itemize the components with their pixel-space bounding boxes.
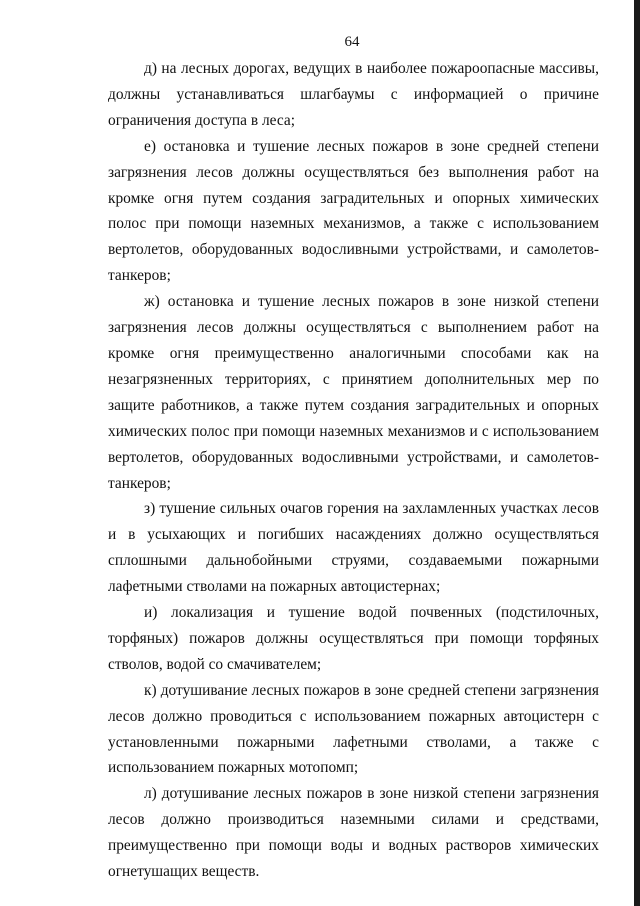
paragraph-l: л) дотушивание лесных пожаров в зоне низкой степени загрязнения лесов должно производиться наземными силами и средствами, преимущественно при помощи воды и водных растворов химических огнетушащих веществ. [108, 785, 599, 881]
paragraph-k: к) дотушивание лесных пожаров в зоне средней степени загрязнения лесов должно проводиться с использованием пожарных автоцистерн с установленными пожарными лафетными стволами, а также с использованием пожарных мотопомп; [108, 681, 599, 777]
document-body [108, 56, 599, 885]
paragraph-d: д) на лесных дорогах, ведущих в наиболее пожароопасные массивы, должны устанавливаться шлагбаумы с информацией о причине ограничения доступа в леса; [108, 60, 599, 129]
page-number: 64 [344, 34, 360, 50]
paragraph-z: з) тушение сильных очагов горения на захламленных участках лесов и в усыхающих и погибших насаждениях должно осуществляться сплошными дальнобойными струями, создаваемыми пожарными лафетными стволами на пожарных автоцистернах; [108, 500, 599, 596]
paragraph-e: е) остановка и тушение лесных пожаров в зоне средней степени загрязнения лесов должны осуществляться без выполнения работ на кромке огня путем создания заградительных и опорных химических полос при помощи наземных механизмов, а также с использованием вертолетов, оборудованных водосливными устройствами, и самолетов-танкеров; [108, 137, 599, 285]
paragraph-i: и) локализация и тушение водой почвенных (подстилочных, торфяных) пожаров должны осуществляться при помощи торфяных стволов, водой со смачивателем; [108, 604, 599, 673]
paragraph-zh: ж) остановка и тушение лесных пожаров в зоне низкой степени загрязнения лесов должны осуществляться с выполнением работ на кромке огня преимущественно аналогичными способами как на незагрязненных территориях, с принятием дополнительных мер по защите работников, а также путем создания заградительных и опорных химических полос при помощи наземных механизмов и с использованием вертолетов, оборудованных водосливными устройствами, и самолетов-танкеров; [108, 293, 599, 492]
